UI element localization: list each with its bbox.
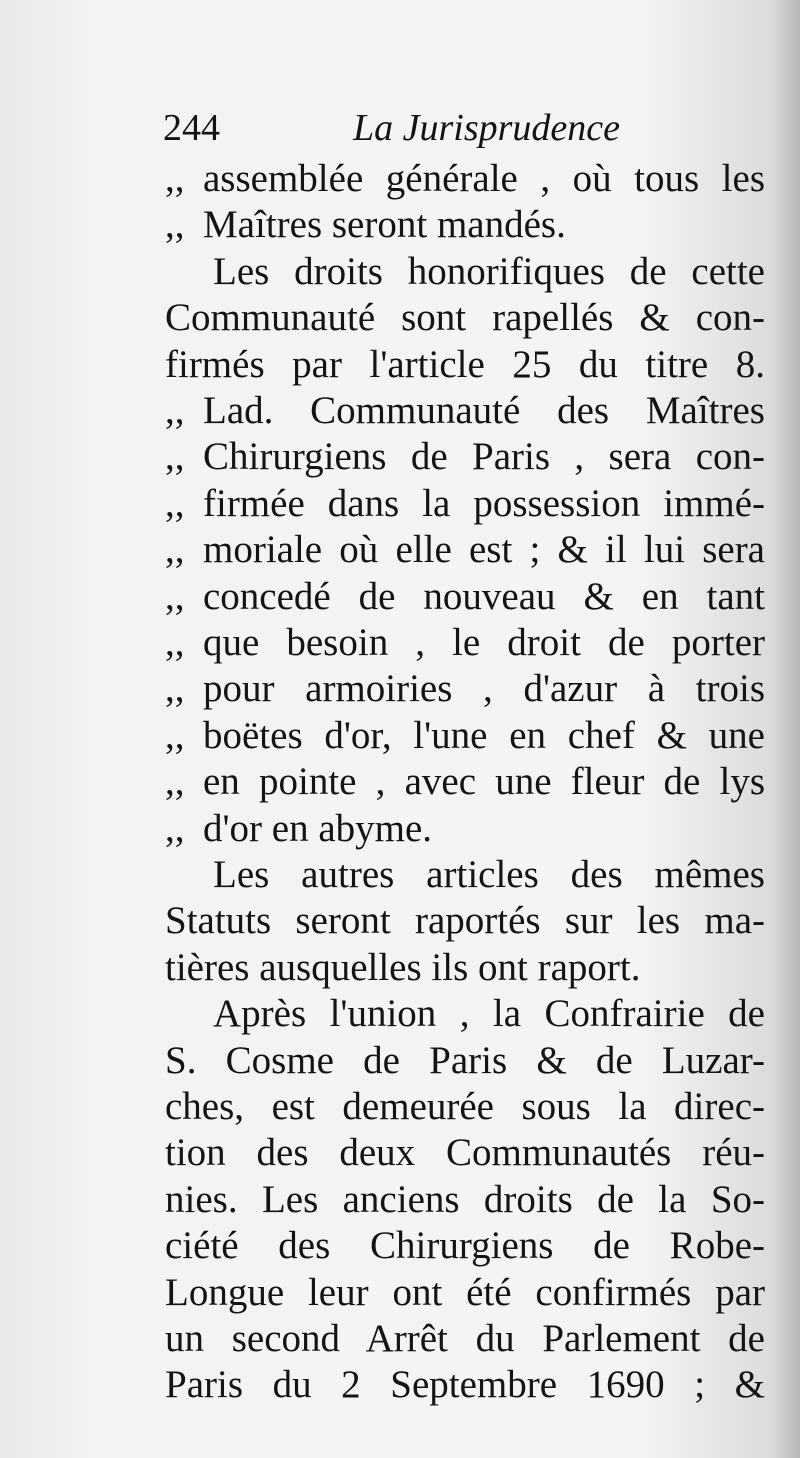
text-line bbox=[165, 342, 765, 388]
text-line bbox=[165, 388, 765, 434]
text-line bbox=[165, 1362, 765, 1408]
quotation-mark: ,, bbox=[165, 713, 185, 757]
line-text: ches, est demeurée sous la direc- bbox=[165, 1085, 765, 1128]
text-line bbox=[165, 620, 765, 666]
text-line bbox=[165, 713, 765, 759]
line-text: tières ausquelles ils ont raport. bbox=[165, 945, 641, 989]
text-line bbox=[165, 295, 765, 341]
page-header bbox=[163, 100, 763, 156]
line-text: Lad. Communauté des Maîtres bbox=[203, 389, 765, 432]
line-text: Chirurgiens de Paris , sera con- bbox=[203, 435, 765, 479]
line-text: moriale où elle est ; & il lui sera bbox=[203, 528, 765, 572]
text-line bbox=[165, 202, 765, 248]
line-text: que besoin , le droit de porter bbox=[203, 621, 765, 664]
line-text: un second Arrêt du Parlement de bbox=[165, 1317, 765, 1360]
quotation-mark: ,, bbox=[165, 667, 185, 711]
line-text: ciété des Chirurgiens de Robe- bbox=[165, 1224, 765, 1268]
line-text: tion des deux Communautés réu- bbox=[165, 1131, 765, 1175]
line-text: firmés par l'article 25 du titre 8. bbox=[165, 342, 765, 386]
quotation-mark: ,, bbox=[165, 574, 185, 618]
quotation-mark: ,, bbox=[165, 621, 185, 664]
text-line bbox=[165, 945, 765, 991]
quotation-mark: ,, bbox=[165, 203, 185, 247]
quotation-mark: ,, bbox=[165, 435, 185, 479]
text-line bbox=[165, 574, 765, 620]
text-line bbox=[165, 991, 765, 1037]
quotation-mark: ,, bbox=[165, 389, 185, 432]
line-text: Après l'union , la Confrairie de bbox=[213, 992, 765, 1036]
text-line bbox=[165, 898, 765, 944]
line-text: Paris du 2 Septembre 1690 ; & bbox=[165, 1363, 765, 1407]
line-text: concedé de nouveau & en tant bbox=[203, 574, 765, 618]
line-text: nies. Les anciens droits de la So- bbox=[165, 1177, 765, 1221]
line-text: en pointe , avec une fleur de lys bbox=[203, 760, 765, 804]
quotation-mark: ,, bbox=[165, 481, 185, 525]
text-line bbox=[165, 666, 765, 712]
text-line bbox=[165, 1038, 765, 1084]
running-head: La Jurisprudence bbox=[353, 107, 621, 149]
quotation-mark: ,, bbox=[165, 760, 185, 804]
line-text: Les droits honorifiques de cette bbox=[213, 249, 765, 293]
text-line bbox=[165, 1130, 765, 1176]
text-line bbox=[165, 1177, 765, 1223]
text-line bbox=[165, 1223, 765, 1269]
text-line bbox=[165, 852, 765, 898]
line-text: Statuts seront raportés sur les ma- bbox=[165, 899, 765, 943]
quotation-mark: ,, bbox=[165, 806, 185, 850]
line-text: pour armoiries , d'azur à trois bbox=[203, 667, 765, 711]
text-line bbox=[165, 806, 765, 852]
line-text: Les autres articles des mêmes bbox=[213, 853, 765, 896]
text-line bbox=[165, 1316, 765, 1362]
text-line bbox=[165, 249, 765, 295]
page-number: 244 bbox=[163, 107, 220, 149]
text-line bbox=[165, 481, 765, 527]
line-text: assemblée générale , où tous les bbox=[203, 157, 765, 200]
line-text: Communauté sont rapellés & con- bbox=[165, 296, 765, 340]
quotation-mark: ,, bbox=[165, 528, 185, 572]
text-line bbox=[165, 527, 765, 573]
text-line bbox=[165, 434, 765, 480]
line-text: d'or en abyme. bbox=[203, 806, 433, 850]
text-line bbox=[165, 759, 765, 805]
line-text: Maîtres seront mandés. bbox=[203, 203, 566, 247]
text-line bbox=[165, 1270, 765, 1316]
text-line bbox=[165, 1084, 765, 1130]
line-text: S. Cosme de Paris & de Luzar- bbox=[165, 1038, 765, 1082]
line-text: Longue leur ont été confirmés par bbox=[165, 1270, 765, 1314]
line-text: boëtes d'or, l'une en chef & une bbox=[203, 713, 765, 757]
text-line bbox=[165, 156, 765, 202]
quotation-mark: ,, bbox=[165, 157, 185, 200]
page-edge-shadow bbox=[772, 0, 800, 1458]
line-text: firmée dans la possession immé- bbox=[203, 481, 765, 525]
